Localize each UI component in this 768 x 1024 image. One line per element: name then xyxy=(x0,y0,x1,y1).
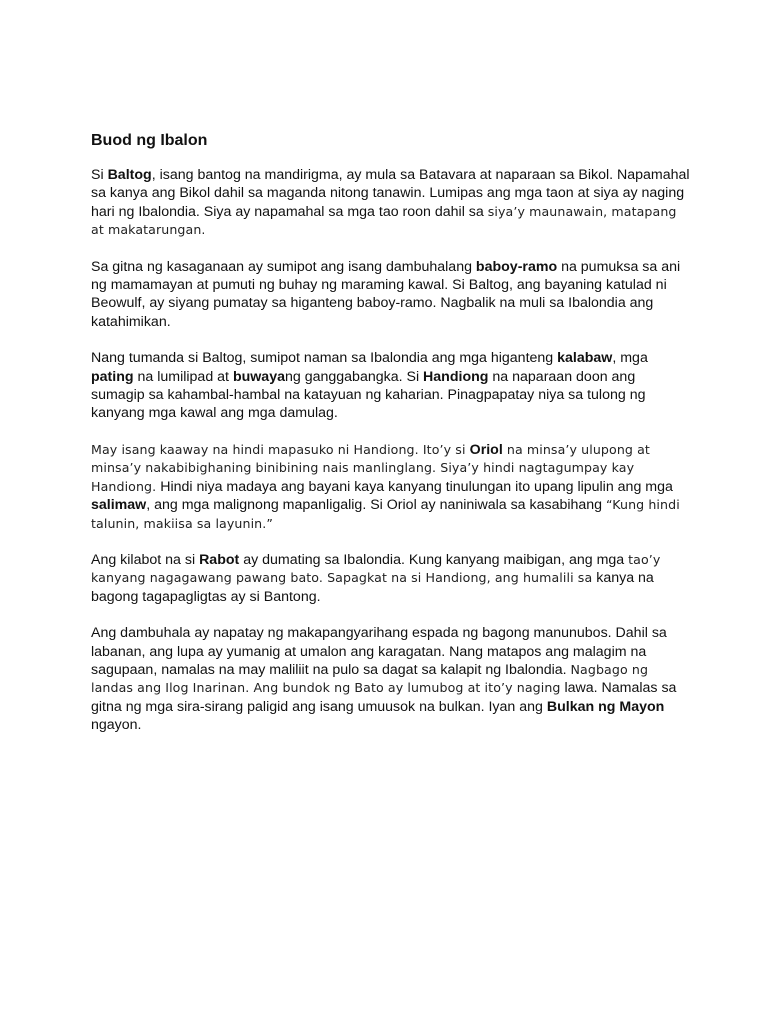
text-span: lawa. Namalas sa gitna ng mga sira-sirang paligid ang isang umuusok na bulkan. Iyan ang xyxy=(91,680,677,715)
paragraph-6 xyxy=(91,624,691,734)
bold-term-oriol: Oriol xyxy=(469,441,503,458)
text-span: Ang dambuhala ay napatay ng makapangyarihang espada ng bagong manunubos. Dahil sa labanan, ang lupa ay yumanig at umalon ang karagatan. Nang matapos ang malagim na sagupaan, namalas na may maliliit na pulo sa dagat sa kalapit ng Ibalondia. xyxy=(91,625,667,678)
text-span: Si xyxy=(91,167,108,183)
paragraph-1 xyxy=(91,166,691,240)
bold-term-rabot: Rabot xyxy=(199,551,240,568)
bold-term-kalabaw: kalabaw xyxy=(557,350,613,367)
text-span-light: siya’y maunawain, matapang at makatarungan. xyxy=(91,203,677,238)
paragraph-3 xyxy=(91,349,691,423)
document-page xyxy=(91,130,691,753)
text-span: Sa gitna ng kasaganaan ay sumipot ang isang dambuhalang xyxy=(91,258,476,275)
text-span: kanya na bagong tagapagligtas ay si Bantong. xyxy=(91,570,654,605)
paragraph-5 xyxy=(91,551,691,606)
text-span: Hindi niya madaya ang bayani kaya kanyang tinulungan ito upang lipulin ang mga xyxy=(156,478,673,495)
text-span: na naparaan doon ang sumagip sa kahambal-hambal na katayuan ng kaharian. Pinagpapatay niya sa tulong ng kanyang mga kawal ang mga damulag. xyxy=(91,368,646,422)
bold-term-baltog: Baltog xyxy=(107,167,152,183)
paragraph-2 xyxy=(91,258,691,332)
bold-term-salimaw: salimaw xyxy=(91,497,147,514)
text-span-light: Nagbago ng landas ang Ilog Inarinan. Ang bundok ng Bato ay lumubog at ito’y naging xyxy=(91,661,649,696)
text-span: , isang bantog na mandirigma, ay mula sa Batavara at naparaan sa Bikol. Napamahal sa kanya ang Bikol dahil sa maganda nitong tanawin. Lumipas ang mga taon at siya ay naging hari ng Ibalondia. Siya ay napamahal sa mga tao roon dahil sa xyxy=(91,167,690,220)
text-span-light: na minsa’y ulupong at minsa’y nakabibighaning binibining nais manlinglang. Siya’y hindi nagtagumpay kay Handiong. xyxy=(91,441,650,494)
text-span: ay dumating sa Ibalondia. Kung kanyang maibigan, ang mga xyxy=(239,551,629,568)
text-span: , mga xyxy=(612,350,648,367)
text-span: Nang tumanda si Baltog, sumipot naman sa Ibalondia ang mga higanteng xyxy=(91,350,558,367)
text-span: , ang mga malignong mapanligalig. Si Oriol ay naniniwala sa kasabihang xyxy=(146,497,607,514)
bold-term-bulkan-ng-mayon: Bulkan ng Mayon xyxy=(546,698,665,715)
document-title: Buod ng Ibalon xyxy=(91,132,208,149)
bold-term-baboy-ramo: baboy-ramo xyxy=(475,258,558,275)
bold-term-buwaya: buwaya xyxy=(232,368,285,385)
bold-term-handiong: Handiong xyxy=(423,368,489,385)
text-span: Ang kilabot na si xyxy=(91,551,200,568)
text-span: ng ganggabangka. Si xyxy=(284,368,424,385)
text-span: na lumilipad at xyxy=(133,368,233,385)
text-span: ngayon. xyxy=(91,717,142,734)
bold-term-pating: pating xyxy=(91,368,134,385)
text-span-light: tao’y kanyang nagagawang pawang bato. Sapagkat na si Handiong, ang humalili sa xyxy=(91,551,661,586)
text-span-light: May isang kaaway na hindi mapasuko ni Handiong. Ito’y si xyxy=(91,441,470,457)
text-span-light: “Kung hindi talunin, makiisa sa layunin.” xyxy=(91,497,680,531)
text-span: na pumuksa sa ani ng mamamayan at pumuti ng buhay ng maraming kawal. Si Baltog, ang bayaning katulad ni Beowulf, ay siyang pumatay sa higanteng baboy-ramo. Nagbalik na muli sa Ibalondia ang katahimikan. xyxy=(91,258,681,330)
paragraph-4 xyxy=(91,441,691,533)
